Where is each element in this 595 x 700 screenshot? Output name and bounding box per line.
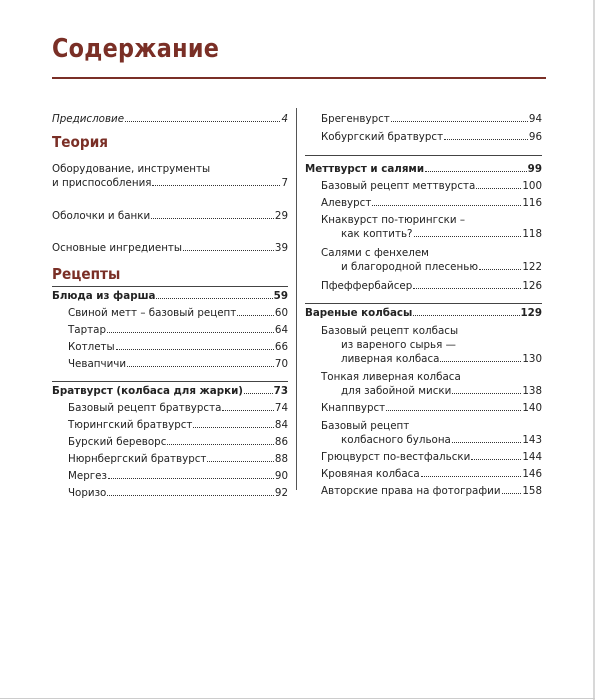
toc-entry-title: Котлеты bbox=[68, 341, 115, 353]
toc-entry-title: Базовый рецепт братвурста bbox=[68, 402, 222, 414]
toc-entry-title-cont: как коптить? bbox=[341, 228, 413, 240]
toc-entry-bratwurst-3[interactable] bbox=[52, 435, 288, 449]
toc-entry-bratwurst-1[interactable] bbox=[52, 401, 288, 415]
toc-entry-title: Оболочки и банки bbox=[52, 210, 151, 222]
toc-entry-bratwurst-5[interactable] bbox=[52, 469, 288, 483]
toc-entry-title: Тонкая ливерная колбаса bbox=[321, 371, 461, 383]
toc-entry-minced-3[interactable] bbox=[52, 340, 288, 354]
toc-entry-title: Оборудование, инструменты bbox=[52, 163, 211, 175]
toc-entry-groats[interactable] bbox=[305, 450, 542, 464]
section-separator bbox=[305, 155, 542, 156]
toc-entry-page: 99 bbox=[527, 163, 542, 175]
toc-entry-title: Мергез bbox=[68, 470, 107, 482]
toc-entry-title: Тюрингский братвурст bbox=[68, 419, 193, 431]
toc-entry-mettwurst[interactable] bbox=[305, 162, 542, 176]
toc-entry-photo[interactable] bbox=[305, 484, 542, 498]
toc-entry-page: 84 bbox=[274, 419, 288, 431]
toc-entry-pfeffer[interactable] bbox=[305, 279, 542, 293]
toc-entry-title: Бурский береворс bbox=[68, 436, 167, 448]
toc-entry-coburg[interactable] bbox=[305, 130, 542, 144]
toc-entry-minced-1[interactable] bbox=[52, 306, 288, 320]
page-title: Содержание bbox=[52, 34, 220, 64]
toc-entry-title: Алевурст bbox=[321, 197, 372, 209]
toc-entry-page: 7 bbox=[281, 177, 288, 189]
toc-entry-bratwurst-6[interactable] bbox=[52, 486, 288, 500]
toc-entry-title: Базовый рецепт меттвурста bbox=[321, 180, 476, 192]
toc-entry-title: Базовый рецепт колбасы bbox=[321, 325, 459, 337]
toc-entry-page: 86 bbox=[274, 436, 288, 448]
toc-entry-page: 116 bbox=[522, 197, 542, 209]
toc-entry-minced[interactable] bbox=[52, 289, 288, 303]
toc-entry-page: 138 bbox=[522, 385, 542, 397]
toc-entry-basic-boiled[interactable] bbox=[305, 324, 542, 366]
toc-entry-page: 140 bbox=[522, 402, 542, 414]
toc-entry-broth[interactable] bbox=[305, 419, 542, 447]
toc-entry-title: Блюда из фарша bbox=[52, 290, 156, 302]
toc-entry-minced-4[interactable] bbox=[52, 357, 288, 371]
toc-entry-page: 74 bbox=[274, 402, 288, 414]
toc-entry-title: Кобургский братвурст bbox=[321, 131, 444, 143]
toc-entry-page: 4 bbox=[281, 113, 288, 125]
toc-entry-casings[interactable] bbox=[52, 209, 288, 223]
toc-entry-title-cont: из вареного сырья — bbox=[341, 339, 456, 351]
toc-entry-page: 29 bbox=[274, 210, 288, 222]
toc-entry-title-cont: и благородной плесенью bbox=[341, 261, 478, 273]
toc-entry-title: Основные ингредиенты bbox=[52, 242, 183, 254]
toc-entry-title: Меттвурст и салями bbox=[305, 163, 425, 175]
toc-entry-page: 39 bbox=[274, 242, 288, 254]
toc-left-column bbox=[52, 112, 288, 502]
toc-entry-title: Кнаппвурст bbox=[321, 402, 386, 414]
section-separator bbox=[52, 286, 288, 287]
toc-entry-bratwurst[interactable] bbox=[52, 384, 288, 398]
toc-entry-title: Предисловие bbox=[52, 113, 125, 125]
toc-entry-title: Пфеффербайсер bbox=[321, 280, 413, 292]
toc-entry-title: Братвурст (колбаса для жарки) bbox=[52, 385, 244, 397]
toc-entry-page: 129 bbox=[520, 307, 542, 319]
toc-entry-page: 88 bbox=[274, 453, 288, 465]
toc-entry-page: 126 bbox=[522, 280, 542, 292]
toc-entry-boiled[interactable] bbox=[305, 306, 542, 320]
toc-entry-page: 92 bbox=[274, 487, 288, 499]
toc-entry-title: Кровяная колбаса bbox=[321, 468, 420, 480]
toc-entry-page: 73 bbox=[273, 385, 288, 397]
toc-entry-bregenwurst[interactable] bbox=[305, 112, 542, 126]
section-heading-recipes: Рецепты bbox=[52, 265, 121, 283]
toc-entry-knappwurst[interactable] bbox=[305, 401, 542, 415]
toc-entry-title: Салями с фенхелем bbox=[321, 247, 429, 259]
toc-entry-title: Нюрнбергский братвурст bbox=[68, 453, 207, 465]
toc-entry-page: 158 bbox=[522, 485, 542, 497]
toc-entry-title: Брегенвурст bbox=[321, 113, 390, 125]
toc-entry-mettwurst-1[interactable] bbox=[305, 179, 542, 193]
toc-entry-blood[interactable] bbox=[305, 467, 542, 481]
toc-right-column bbox=[305, 108, 542, 498]
toc-entry-bratwurst-2[interactable] bbox=[52, 418, 288, 432]
toc-entry-page: 64 bbox=[274, 324, 288, 336]
toc-entry-title-cont: и приспособления bbox=[52, 177, 152, 189]
toc-entry-title: Чоризо bbox=[68, 487, 107, 499]
toc-entry-page: 122 bbox=[522, 261, 542, 273]
toc-entry-bratwurst-4[interactable] bbox=[52, 452, 288, 466]
toc-entry-knackwurst[interactable] bbox=[305, 213, 542, 241]
toc-entry-page: 118 bbox=[522, 228, 542, 240]
toc-entry-liver[interactable] bbox=[305, 370, 542, 398]
toc-entry-page: 100 bbox=[522, 180, 542, 192]
toc-entry-page: 94 bbox=[528, 113, 542, 125]
toc-entry-page: 144 bbox=[522, 451, 542, 463]
toc-entry-title: Грюцвурст по-вестфальски bbox=[321, 451, 471, 463]
toc-entry-title: Свиной метт – базовый рецепт bbox=[68, 307, 237, 319]
section-separator bbox=[52, 381, 288, 382]
page-bottom-edge bbox=[0, 698, 595, 699]
toc-entry-title: Авторские права на фотографии bbox=[321, 485, 501, 497]
toc-entry-page: 60 bbox=[274, 307, 288, 319]
toc-entry-title: Чевапчичи bbox=[68, 358, 127, 370]
toc-entry-page: 66 bbox=[274, 341, 288, 353]
toc-entry-preface[interactable] bbox=[52, 112, 288, 126]
toc-entry-page: 146 bbox=[522, 468, 542, 480]
toc-entry-title: Кнаквурст по-тюрингски – bbox=[321, 214, 465, 226]
toc-entry-page: 70 bbox=[274, 358, 288, 370]
toc-entry-title-cont: колбасного бульона bbox=[341, 434, 451, 446]
toc-entry-page: 130 bbox=[522, 353, 542, 365]
title-rule bbox=[52, 77, 546, 79]
toc-entry-title-cont: для забойной миски bbox=[341, 385, 452, 397]
column-divider bbox=[296, 108, 297, 490]
toc-entry-title: Базовый рецепт bbox=[321, 420, 410, 432]
toc-entry-page: 96 bbox=[528, 131, 542, 143]
toc-entry-mettwurst-2[interactable] bbox=[305, 196, 542, 210]
toc-entry-page: 143 bbox=[522, 434, 542, 446]
toc-entry-page: 59 bbox=[273, 290, 288, 302]
toc-entry-minced-2[interactable] bbox=[52, 323, 288, 337]
toc-entry-title: Тартар bbox=[68, 324, 106, 336]
section-heading-theory: Теория bbox=[52, 133, 109, 151]
toc-entry-ingredients[interactable] bbox=[52, 241, 288, 255]
section-separator bbox=[305, 303, 542, 304]
toc-entry-title-cont: ливерная колбаса bbox=[341, 353, 440, 365]
toc-entry-equipment[interactable] bbox=[52, 162, 288, 190]
toc-entry-page: 90 bbox=[274, 470, 288, 482]
toc-entry-fennel[interactable] bbox=[305, 246, 542, 274]
toc-entry-title: Вареные колбасы bbox=[305, 307, 413, 319]
